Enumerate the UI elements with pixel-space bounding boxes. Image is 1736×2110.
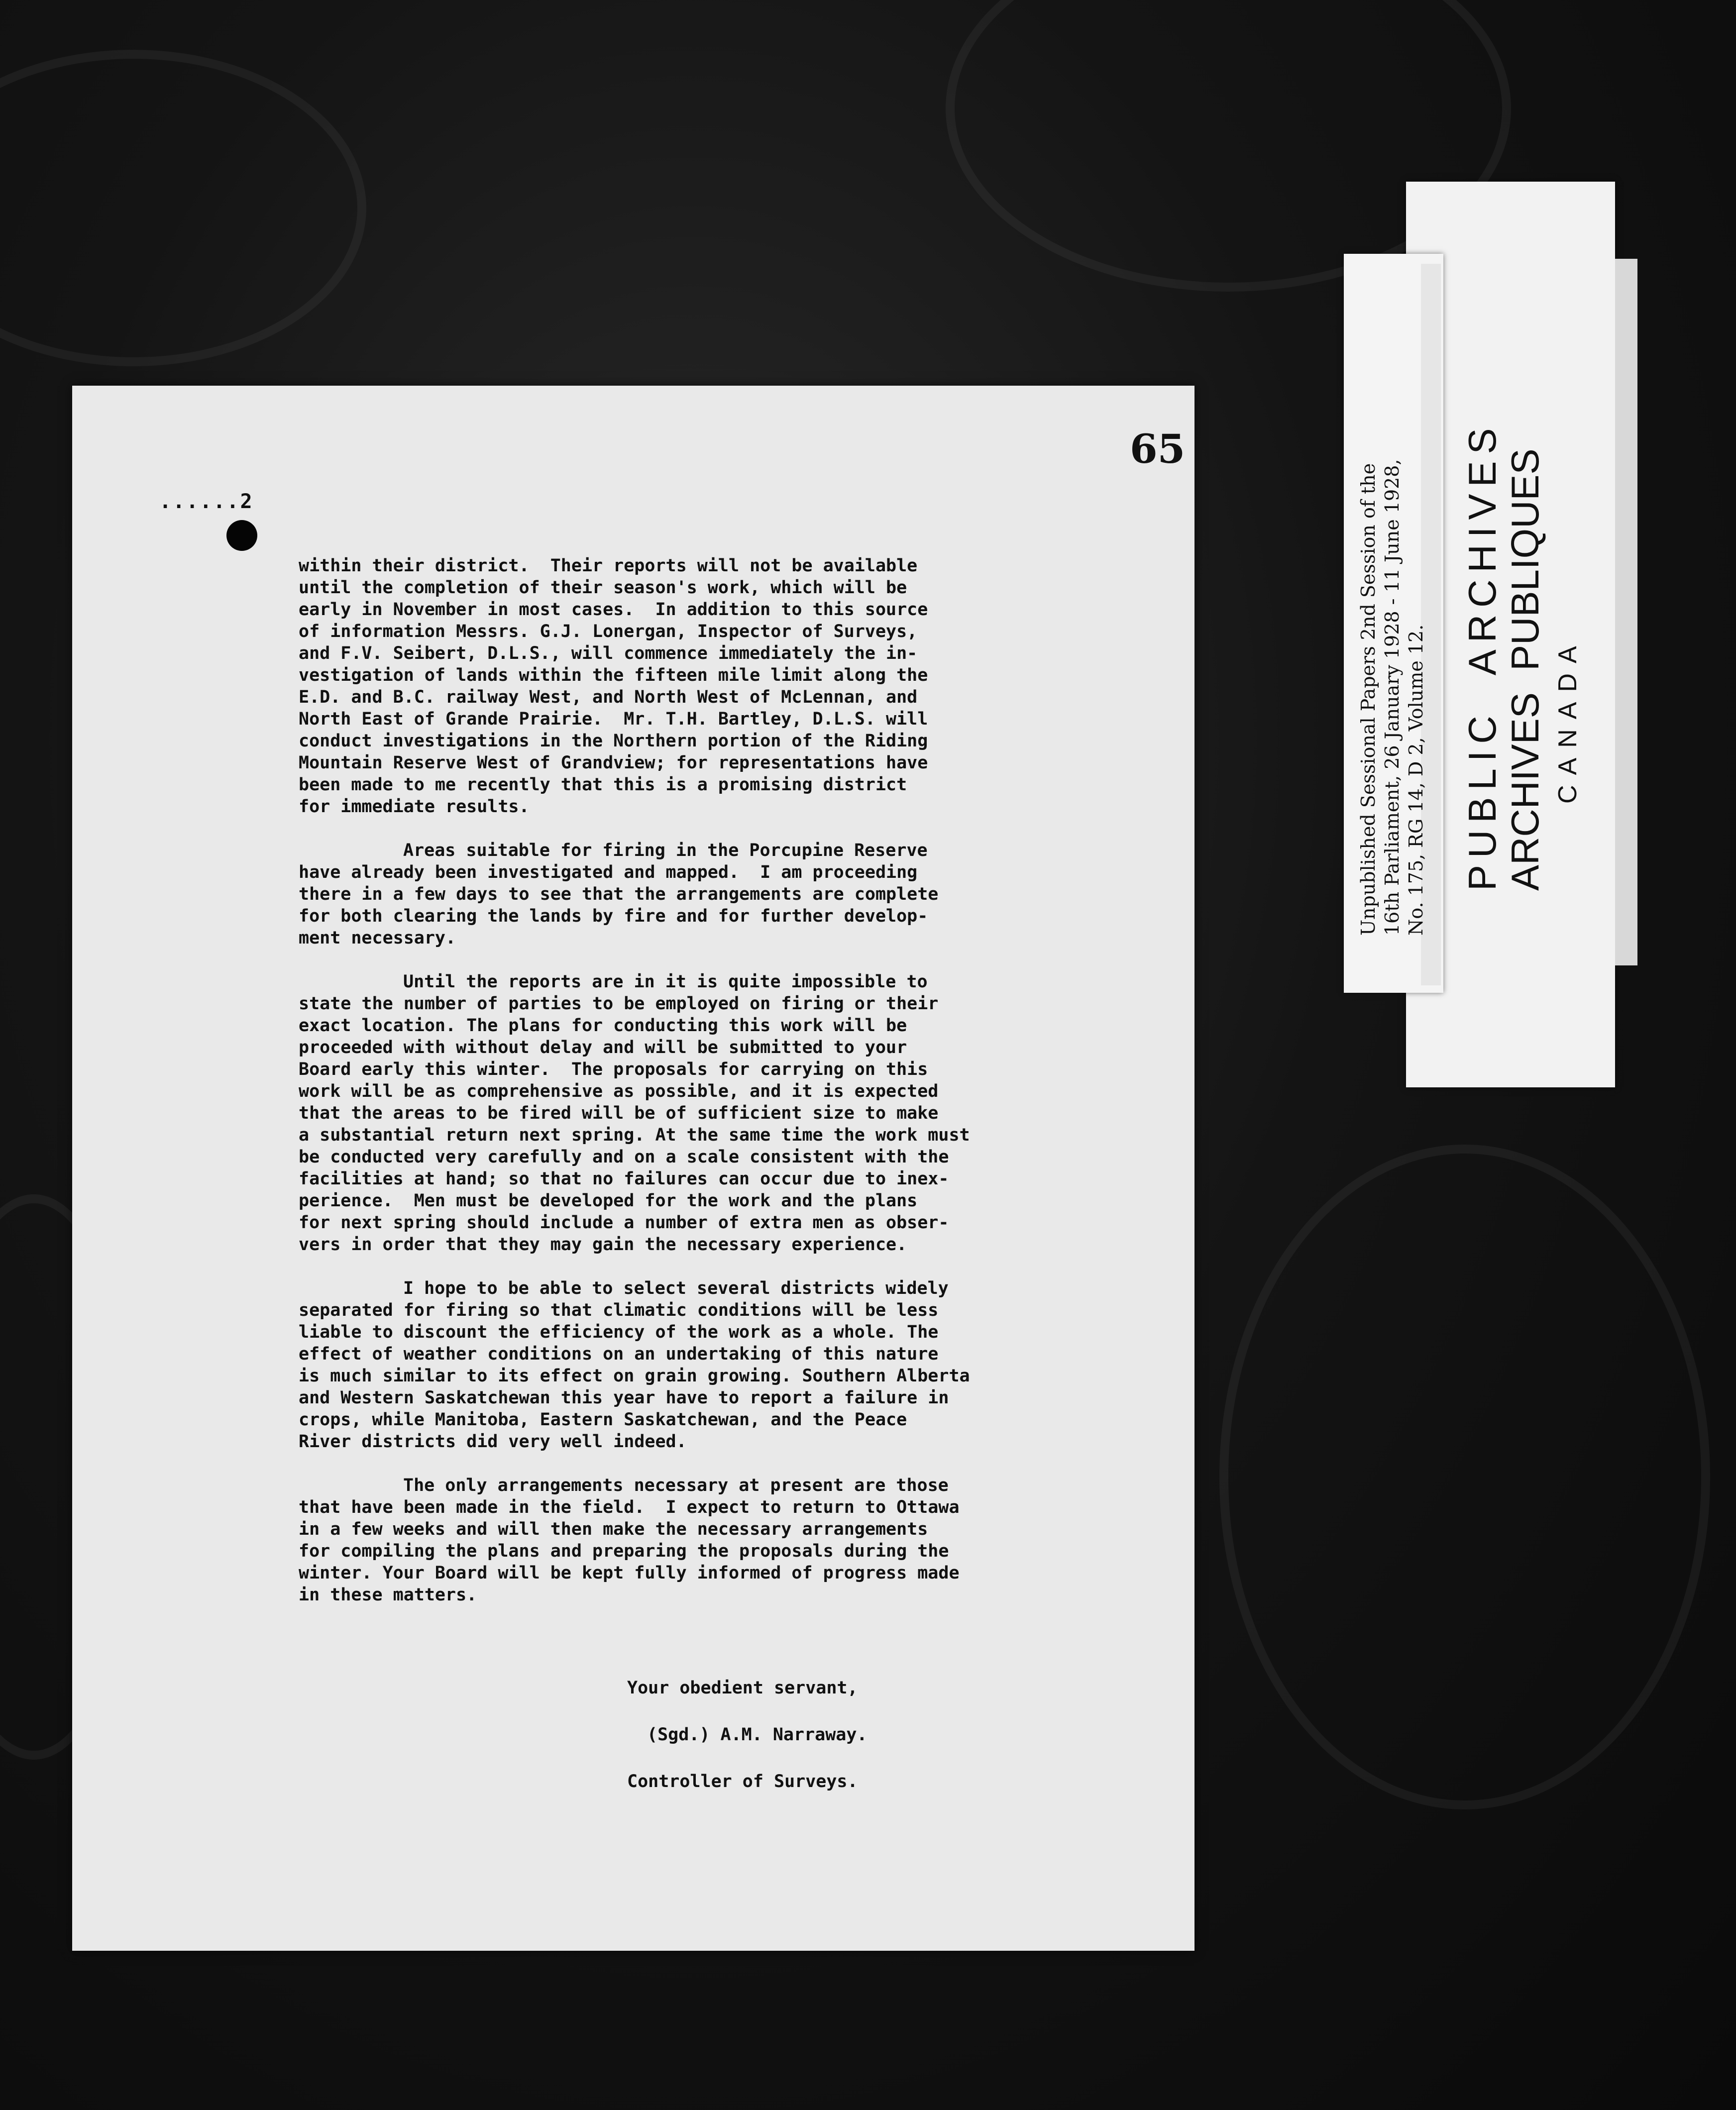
text-line: is much similar to its effect on grain growing. Southern Alberta — [299, 1366, 970, 1386]
text-line: for immediate results. — [299, 797, 530, 817]
text-line: in these matters. — [299, 1585, 477, 1605]
text-line: and F.V. Seibert, D.L.S., will commence immediately the in- — [299, 643, 918, 663]
paragraph — [299, 840, 1150, 949]
text-line: perience. Men must be developed for the work and the plans — [299, 1191, 918, 1211]
text-line: Mountain Reserve West of Grandview; for representations have — [299, 753, 928, 773]
text-line: facilities at hand; so that no failures can occur due to inex- — [299, 1169, 949, 1189]
text-line: be conducted very carefully and on a scale consistent with the — [299, 1147, 949, 1167]
text-line: that the areas to be fired will be of sufficient size to make — [299, 1103, 939, 1123]
letter-body — [299, 555, 1150, 1628]
paragraph — [299, 555, 1150, 818]
text-line: a substantial return next spring. At the same time the work must — [299, 1125, 970, 1145]
archives-stamp — [1461, 421, 1589, 891]
text-line: proceeded with without delay and will be submitted to your — [299, 1038, 907, 1057]
text-line: River districts did very well indeed. — [299, 1432, 687, 1452]
sessional-papers-label — [1356, 459, 1428, 936]
archive-tab-edge — [1615, 259, 1637, 965]
text-line: and Western Saskatchewan this year have to report a failure in — [299, 1388, 949, 1408]
text-line: been made to me recently that this is a promising district — [299, 775, 907, 795]
text-line: North East of Grande Prairie. Mr. T.H. Bartley, D.L.S. will — [299, 709, 928, 729]
text-line: early in November in most cases. In addition to this source — [299, 600, 928, 620]
text-line: of information Messrs. G.J. Lonergan, Inspector of Surveys, — [299, 622, 918, 641]
text-line: for compiling the plans and preparing the proposals during the — [299, 1541, 949, 1561]
text-line: have already been investigated and mapped. I am proceeding — [299, 862, 918, 882]
sessional-line: No. 175, RG 14, D 2, Volume 12. — [1405, 624, 1427, 936]
sessional-line: 16th Parliament, 26 January 1928 - 11 June 1928, — [1381, 459, 1403, 936]
text-line: there in a few days to see that the arrangements are complete — [299, 884, 939, 904]
letter-closing — [627, 1677, 868, 1817]
text-line: Board early this winter. The proposals for carrying on this — [299, 1059, 928, 1079]
text-line: vestigation of lands within the fifteen mile limit along the — [299, 665, 928, 685]
signatory-title: Controller of Surveys. — [627, 1772, 858, 1792]
punch-hole — [226, 520, 257, 551]
text-line: Areas suitable for firing in the Porcupine Reserve — [403, 841, 928, 860]
text-line: The only arrangements necessary at present are those — [403, 1476, 949, 1495]
page-number: 65 — [1130, 425, 1186, 472]
text-line: ment necessary. — [299, 928, 456, 948]
archives-country: CANADA — [1553, 636, 1582, 804]
text-line: vers in order that they may gain the necessary experience. — [299, 1235, 907, 1255]
text-line: crops, while Manitoba, Eastern Saskatchewan, and the Peace — [299, 1410, 907, 1430]
text-line: effect of weather conditions on an undertaking of this nature — [299, 1344, 939, 1364]
text-line: in a few weeks and will then make the necessary arrangements — [299, 1519, 928, 1539]
text-line: state the number of parties to be employed on firing or their — [299, 994, 939, 1014]
background-texture — [1219, 1145, 1710, 1809]
paragraph — [299, 971, 1150, 1256]
text-line: E.D. and B.C. railway West, and North West of McLennan, and — [299, 687, 918, 707]
text-line: that have been made in the field. I expect to return to Ottawa — [299, 1497, 960, 1517]
text-line: conduct investigations in the Northern portion of the Riding — [299, 731, 928, 751]
text-line: work will be as comprehensive as possible, and it is expected — [299, 1081, 939, 1101]
archives-fr: ARCHIVES PUBLIQUES — [1503, 448, 1547, 891]
text-line: I hope to be able to select several districts widely — [403, 1278, 949, 1298]
text-line: liable to discount the efficiency of the work as a whole. The — [299, 1322, 939, 1342]
text-line: for both clearing the lands by fire and for further develop- — [299, 906, 928, 926]
sessional-line: Unpublished Sessional Papers 2nd Session of the — [1357, 463, 1379, 936]
background-texture — [0, 50, 366, 366]
text-line: winter. Your Board will be kept fully informed of progress made — [299, 1563, 960, 1583]
text-line: within their district. Their reports will not be available — [299, 556, 918, 576]
paragraph — [299, 1475, 1150, 1606]
text-line: for next spring should include a number of extra men as obser- — [299, 1213, 949, 1233]
text-line: exact location. The plans for conducting this work will be — [299, 1016, 907, 1036]
archives-en: PUBLIC ARCHIVES — [1460, 421, 1504, 891]
text-line: Until the reports are in it is quite impossible to — [403, 972, 928, 992]
paragraph — [299, 1277, 1150, 1453]
text-line: separated for firing so that climatic conditions will be less — [299, 1300, 939, 1320]
signature: (Sgd.) A.M. Narraway. — [647, 1725, 868, 1745]
text-line: until the completion of their season's work, which will be — [299, 578, 907, 598]
continuation-marker: ......2 — [159, 490, 254, 513]
salutation: Your obedient servant, — [627, 1678, 858, 1698]
